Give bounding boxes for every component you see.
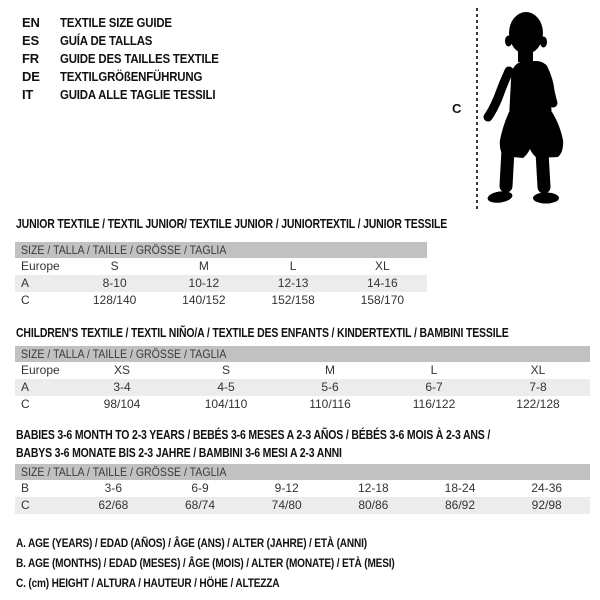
- language-code: DE: [22, 69, 40, 84]
- legend-notes: [16, 533, 467, 593]
- cell: 92/98: [531, 498, 562, 512]
- table-row-a: [15, 379, 590, 396]
- cell: 9-12: [274, 481, 299, 495]
- guide-title-de: TEXTILGRÖßENFÜHRUNG: [60, 69, 203, 84]
- cell: 86/92: [445, 498, 476, 512]
- size-header-bar: [15, 346, 590, 362]
- size-header-bar: [15, 242, 427, 258]
- row-label: Europe: [21, 363, 60, 377]
- language-row-en: [22, 14, 240, 32]
- row-label: A: [21, 380, 30, 394]
- cell: 12-18: [358, 481, 389, 495]
- row-label: C: [21, 498, 30, 512]
- cell: 68/74: [184, 498, 216, 512]
- language-row-es: [22, 32, 240, 50]
- row-label: B: [21, 481, 30, 495]
- baby-silhouette-icon: [480, 0, 600, 220]
- cell: 10-12: [188, 276, 220, 290]
- babies-heading-line2: BABYS 3-6 MONATE BIS 2-3 JAHRE / BAMBINI 3-6 MESI A 2-3 ANNI: [16, 446, 342, 460]
- cell: 3-4: [113, 380, 131, 394]
- cell: 3-6: [104, 481, 122, 495]
- row-label: Europe: [21, 259, 60, 273]
- row-label: A: [21, 276, 30, 290]
- cell: 5-6: [321, 380, 339, 394]
- size-header-bar: [15, 464, 590, 480]
- guide-title-es: GUÍA DE TALLAS: [60, 33, 153, 48]
- language-code: ES: [22, 33, 39, 48]
- cell: 140/152: [182, 293, 226, 307]
- children-section-heading: CHILDREN'S TEXTILE / TEXTIL NIÑO/A / TEXTILE DES ENFANTS / KINDERTEXTIL / BAMBINI TESSILE: [16, 326, 509, 340]
- children-size-table: [15, 346, 590, 413]
- language-row-fr: [22, 50, 240, 68]
- size-header-text: SIZE / TALLA / TAILLE / GRÖSSE / TAGLIA: [21, 347, 227, 361]
- cell: XS: [113, 363, 130, 377]
- language-code: IT: [22, 87, 34, 102]
- guide-title-en: TEXTILE SIZE GUIDE: [60, 15, 172, 30]
- cell: 116/122: [412, 397, 456, 411]
- height-dashed-line: [476, 8, 478, 210]
- cell: XL: [530, 363, 546, 377]
- guide-title-fr: GUIDE DES TAILLES TEXTILE: [60, 51, 219, 66]
- cell: 8-10: [102, 276, 127, 290]
- cell: S: [110, 259, 119, 273]
- table-row-c: [15, 497, 590, 514]
- cell: S: [221, 363, 230, 377]
- language-code: FR: [22, 51, 39, 66]
- cell: 7-8: [529, 380, 547, 394]
- cell: 104/110: [204, 397, 248, 411]
- table-row-c: [15, 292, 427, 309]
- babies-heading-line1: BABIES 3-6 MONTH TO 2-3 YEARS / BEBÉS 3-6 MESES A 2-3 AÑOS / BÉBÉS 3-6 MOIS À 2-3 ANS /: [16, 428, 491, 442]
- cell: 110/116: [309, 397, 351, 411]
- language-code: EN: [22, 15, 40, 30]
- table-row-b: [15, 480, 590, 497]
- junior-section-heading: JUNIOR TEXTILE / TEXTIL JUNIOR/ TEXTILE JUNIOR / JUNIORTEXTIL / JUNIOR TESSILE: [16, 217, 448, 231]
- cell: 80/86: [358, 498, 389, 512]
- table-row-a: [15, 275, 427, 292]
- cell: 6-7: [425, 380, 443, 394]
- cell: L: [289, 259, 297, 273]
- size-header-text: SIZE / TALLA / TAILLE / GRÖSSE / TAGLIA: [21, 465, 227, 479]
- cell: 152/158: [271, 293, 315, 307]
- table-row-europe: [15, 362, 590, 379]
- babies-section-heading: [16, 426, 490, 462]
- table-row-europe: [15, 258, 427, 275]
- cell: 62/68: [98, 498, 129, 512]
- cell: 14-16: [367, 276, 398, 290]
- table-row-c: [15, 396, 590, 413]
- height-measure-label: C: [452, 101, 462, 116]
- cell: L: [430, 363, 438, 377]
- cell: 24-36: [531, 481, 563, 495]
- row-label: C: [21, 397, 30, 411]
- language-row-it: [22, 86, 240, 104]
- cell: 74/80: [271, 498, 302, 512]
- legend-note-a: A. AGE (YEARS) / EDAD (AÑOS) / ÂGE (ANS) / ALTER (JAHRE) / ETÀ (ANNI): [16, 536, 367, 550]
- language-title-block: [22, 14, 240, 104]
- size-header-text: SIZE / TALLA / TAILLE / GRÖSSE / TAGLIA: [21, 243, 227, 257]
- cell: 18-24: [444, 481, 476, 495]
- legend-note-c: C. (cm) HEIGHT / ALTURA / HAUTEUR / HÖHE / ALTEZZA: [16, 576, 280, 590]
- cell: 128/140: [92, 293, 137, 307]
- guide-title-it: GUIDA ALLE TAGLIE TESSILI: [60, 87, 216, 102]
- cell: 122/128: [516, 397, 560, 411]
- cell: 158/170: [360, 293, 405, 307]
- cell: XL: [375, 259, 390, 273]
- cell: 12-13: [277, 276, 309, 290]
- babies-size-table: [15, 464, 590, 514]
- legend-note-b: B. AGE (MONTHS) / EDAD (MESES) / ÂGE (MOIS) / ALTER (MONATE) / ETÀ (MESI): [16, 556, 395, 570]
- language-row-de: [22, 68, 240, 86]
- cell: 6-9: [191, 481, 209, 495]
- cell: M: [198, 259, 209, 273]
- junior-size-table: [15, 242, 427, 309]
- cell: 98/104: [103, 397, 141, 411]
- cell: M: [325, 363, 335, 377]
- cell: 4-5: [217, 380, 235, 394]
- row-label: C: [21, 293, 30, 307]
